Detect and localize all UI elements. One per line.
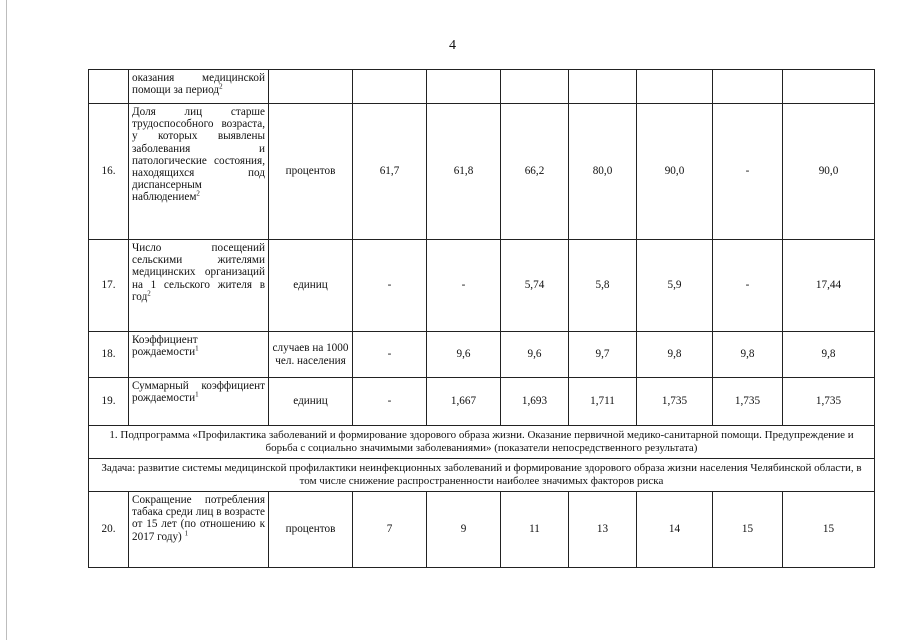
value-cell: 13 — [569, 492, 637, 568]
value-cell: - — [713, 104, 783, 240]
indicator-name: оказания медицинской помощи за период$^2$ — [129, 70, 269, 104]
value-cell: 90,0 — [637, 104, 713, 240]
footnote-mark: 1 — [195, 390, 199, 399]
value-cell: 15 — [713, 492, 783, 568]
table-body — [89, 70, 875, 568]
value-cell: - — [353, 240, 427, 332]
footnote-mark: 2 — [196, 189, 200, 198]
value-cell: 61,8 — [427, 104, 501, 240]
value-cell: 15 — [783, 492, 875, 568]
indicator-name: Доля лиц старше трудоспособного возраста, у которых выявлены заболевания и патологические состояния, находящихся под диспансерным наблюдением$^2$ — [129, 104, 269, 240]
unit-cell: единиц — [269, 240, 353, 332]
value-cell: 9,8 — [783, 332, 875, 378]
table-row — [89, 378, 875, 426]
value-cell: 17,44 — [783, 240, 875, 332]
task-row — [89, 459, 875, 492]
page-edge-line — [6, 0, 7, 640]
row-number: 17. — [89, 240, 129, 332]
value-cell: - — [353, 332, 427, 378]
value-cell: 5,8 — [569, 240, 637, 332]
unit-cell: процентов — [269, 104, 353, 240]
row-number: 16. — [89, 104, 129, 240]
indicator-name: Коэффициент рождаемости$^1$ — [129, 332, 269, 378]
page-number: 4 — [449, 38, 456, 53]
row-number: 18. — [89, 332, 129, 378]
row-number — [89, 70, 129, 104]
value-cell: 9,6 — [427, 332, 501, 378]
table-row — [89, 492, 875, 568]
value-cell: 5,9 — [637, 240, 713, 332]
value-cell — [637, 70, 713, 104]
value-cell: 1,711 — [569, 378, 637, 426]
footnote-mark: 1 — [195, 344, 199, 353]
subprogram-row — [89, 426, 875, 459]
value-cell: 66,2 — [501, 104, 569, 240]
task-title: Задача: развитие системы медицинской профилактики неинфекционных заболеваний и формирование здорового образа жизни населения Челябинской области, в том числе снижение распространенности наиболее значимых факторов риска — [89, 459, 875, 492]
footnote-mark: 1 — [184, 528, 189, 537]
indicator-name: Суммарный коэффициент рождаемости$^1$ — [129, 378, 269, 426]
value-cell: 9 — [427, 492, 501, 568]
value-cell: 9,8 — [637, 332, 713, 378]
value-cell — [569, 70, 637, 104]
table-row — [89, 240, 875, 332]
value-cell: 1,667 — [427, 378, 501, 426]
indicator-name: Число посещений сельскими жителями медицинских организаций на 1 сельского жителя в год$^2$ — [129, 240, 269, 332]
value-cell: 61,7 — [353, 104, 427, 240]
row-number: 19. — [89, 378, 129, 426]
unit-cell: процентов — [269, 492, 353, 568]
value-cell — [783, 70, 875, 104]
value-cell: 5,74 — [501, 240, 569, 332]
value-cell — [501, 70, 569, 104]
value-cell: - — [713, 240, 783, 332]
unit-cell: единиц — [269, 378, 353, 426]
subprogram-title: 1. Подпрограмма «Профилактика заболеваний и формирование здорового образа жизни. Оказание первичной медико-санитарной помощи. Предупреждение и борьба с социально значимыми заболеваниями» (показатели непосредственного результата) — [89, 426, 875, 459]
table-row — [89, 70, 875, 104]
value-cell — [713, 70, 783, 104]
footnote-mark: 2 — [219, 82, 223, 91]
value-cell: 9,8 — [713, 332, 783, 378]
value-cell: 11 — [501, 492, 569, 568]
value-cell: 14 — [637, 492, 713, 568]
value-cell: 1,735 — [783, 378, 875, 426]
value-cell: - — [427, 240, 501, 332]
value-cell: 1,735 — [637, 378, 713, 426]
value-cell: 1,693 — [501, 378, 569, 426]
unit-cell — [269, 70, 353, 104]
footnote-mark: 2 — [147, 289, 151, 298]
value-cell: - — [353, 378, 427, 426]
value-cell: 9,6 — [501, 332, 569, 378]
value-cell: 9,7 — [569, 332, 637, 378]
unit-cell: случаев на 1000 чел. населения — [269, 332, 353, 378]
value-cell: 7 — [353, 492, 427, 568]
value-cell: 90,0 — [783, 104, 875, 240]
value-cell: 80,0 — [569, 104, 637, 240]
table-row — [89, 332, 875, 378]
row-number: 20. — [89, 492, 129, 568]
value-cell — [353, 70, 427, 104]
indicator-name: Сокращение потребления табака среди лиц в возрасте от 15 лет (по отношению к 2017 году) $^1$ — [129, 492, 269, 568]
indicators-table — [88, 69, 875, 568]
value-cell — [427, 70, 501, 104]
value-cell: 1,735 — [713, 378, 783, 426]
table-row — [89, 104, 875, 240]
